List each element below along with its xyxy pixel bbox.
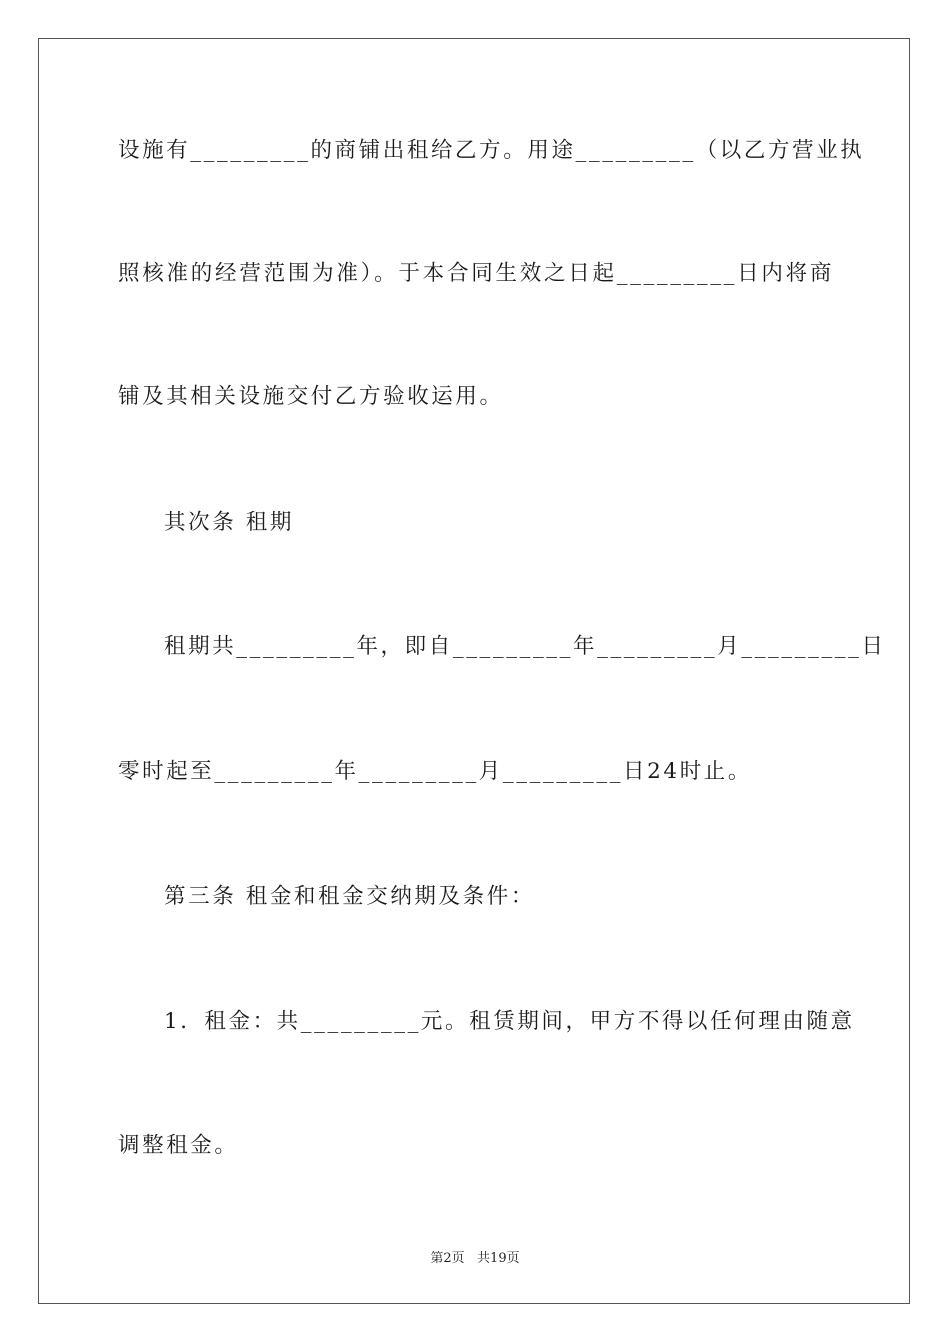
paragraph-line: 照核准的经营范围为准）。于本合同生效之日起_________日内将商	[118, 261, 834, 286]
paragraph-line: 设施有_________的商铺出租给乙方。用途_________（以乙方营业执	[118, 138, 865, 163]
section-heading: 其次条 租期	[164, 510, 294, 535]
section-heading: 第三条 租金和租金交纳期及条件：	[164, 884, 535, 909]
paragraph-line: 租期共_________年，即自_________年_________月_________日	[164, 634, 886, 659]
paragraph-line: 调整租金。	[118, 1133, 239, 1158]
paragraph-line: 1．租金：共_________元。租赁期间，甲方不得以任何理由随意	[164, 1009, 855, 1034]
paragraph-line: 铺及其相关设施交付乙方验收运用。	[118, 384, 504, 409]
document-page	[38, 38, 910, 1304]
page-number-footer: 第2页 共19页	[430, 1251, 520, 1266]
paragraph-line: 零时起至_________年_________月_________日24时止。	[118, 759, 753, 784]
